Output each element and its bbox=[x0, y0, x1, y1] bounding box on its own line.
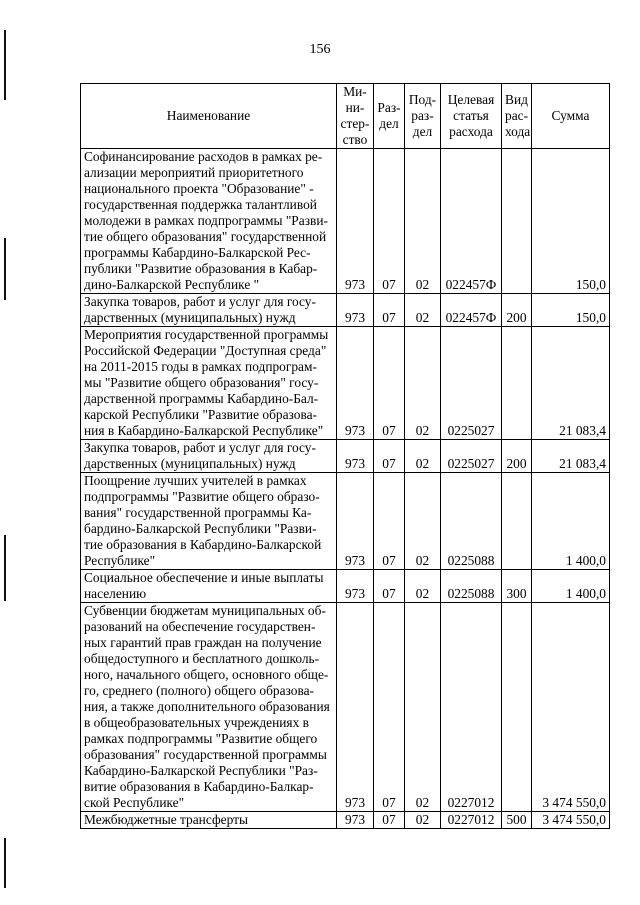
row-target: 0225027 bbox=[441, 327, 502, 440]
scan-edge-mark bbox=[4, 238, 6, 300]
row-expense-type: 200 bbox=[502, 440, 532, 473]
scan-edge-mark bbox=[4, 535, 6, 601]
row-expense-type: 200 bbox=[502, 294, 532, 327]
page-number: 156 bbox=[309, 42, 331, 57]
row-target: 0225088 bbox=[441, 570, 502, 603]
header-target: Целевая статья расхода bbox=[441, 84, 502, 149]
row-expense-type bbox=[502, 149, 532, 294]
header-subsection: Под- раз- дел bbox=[405, 84, 441, 149]
row-target: 022457Ф bbox=[441, 149, 502, 294]
header-row bbox=[81, 84, 610, 149]
row-section: 07 bbox=[374, 812, 405, 829]
header-section: Раз- дел bbox=[374, 84, 405, 149]
row-ministry: 973 bbox=[337, 294, 374, 327]
row-target: 022457Ф bbox=[441, 294, 502, 327]
row-amount: 1 400,0 bbox=[532, 570, 610, 603]
budget-table bbox=[80, 83, 610, 829]
row-subsection: 02 bbox=[405, 294, 441, 327]
row-target: 0225027 bbox=[441, 440, 502, 473]
row-subsection: 02 bbox=[405, 570, 441, 603]
table-row bbox=[81, 473, 610, 570]
row-name: Поощрение лучших учителей в рамках подпрограммы "Развитие общего образо- вания" государственной программы Ка- бардино-Балкарской Республики "Разви- тие образования в Кабардино-Балкарской Республике" bbox=[81, 473, 337, 570]
row-ministry: 973 bbox=[337, 440, 374, 473]
row-amount: 21 083,4 bbox=[532, 440, 610, 473]
row-expense-type bbox=[502, 473, 532, 570]
row-target: 0227012 bbox=[441, 812, 502, 829]
row-ministry: 973 bbox=[337, 812, 374, 829]
row-section: 07 bbox=[374, 473, 405, 570]
row-amount: 21 083,4 bbox=[532, 327, 610, 440]
row-name: Закупка товаров, работ и услуг для госу- дарственных (муниципальных) нужд bbox=[81, 440, 337, 473]
row-amount: 1 400,0 bbox=[532, 473, 610, 570]
table-row bbox=[81, 149, 610, 294]
row-subsection: 02 bbox=[405, 603, 441, 812]
row-name: Межбюджетные трансферты bbox=[81, 812, 337, 829]
row-section: 07 bbox=[374, 603, 405, 812]
row-target: 0225088 bbox=[441, 473, 502, 570]
row-ministry: 973 bbox=[337, 327, 374, 440]
row-subsection: 02 bbox=[405, 149, 441, 294]
row-amount: 150,0 bbox=[532, 294, 610, 327]
table-row bbox=[81, 294, 610, 327]
table-row bbox=[81, 327, 610, 440]
scan-edge-mark bbox=[4, 838, 6, 888]
header-ministry: Ми- ни- стер- ство bbox=[337, 84, 374, 149]
table-row bbox=[81, 440, 610, 473]
row-target: 0227012 bbox=[441, 603, 502, 812]
row-subsection: 02 bbox=[405, 473, 441, 570]
row-section: 07 bbox=[374, 440, 405, 473]
scan-edge-mark bbox=[4, 30, 6, 100]
row-subsection: 02 bbox=[405, 327, 441, 440]
row-name: Закупка товаров, работ и услуг для госу- дарственных (муниципальных) нужд bbox=[81, 294, 337, 327]
row-name: Софинансирование расходов в рамках ре- ализации мероприятий приоритетного национального проекта "Образование" - государственная поддержка талантливой молодежи в рамках подпрограммы "Разви- тие общего образования" государственной программы Кабардино-Балкарской Рес- публики "Развитие образования в Кабар- дино-Балкарской Республике " bbox=[81, 149, 337, 294]
header-amount: Сумма bbox=[532, 84, 610, 149]
row-section: 07 bbox=[374, 327, 405, 440]
row-section: 07 bbox=[374, 149, 405, 294]
header-name: Наименование bbox=[81, 84, 337, 149]
row-amount: 3 474 550,0 bbox=[532, 812, 610, 829]
row-subsection: 02 bbox=[405, 812, 441, 829]
table-row bbox=[81, 603, 610, 812]
row-section: 07 bbox=[374, 294, 405, 327]
table-row bbox=[81, 812, 610, 829]
row-expense-type bbox=[502, 603, 532, 812]
row-ministry: 973 bbox=[337, 473, 374, 570]
row-expense-type bbox=[502, 327, 532, 440]
row-amount: 3 474 550,0 bbox=[532, 603, 610, 812]
row-name: Мероприятия государственной программы Российской Федерации "Доступная среда" на 2011-2015 годы в рамках подпрограм- мы "Развитие общего образования" госу- дарственной программы Кабардино-Бал- карской Республики "Развитие образова- ния в Кабардино-Балкарской Республике" bbox=[81, 327, 337, 440]
row-ministry: 973 bbox=[337, 570, 374, 603]
table-row bbox=[81, 570, 610, 603]
row-section: 07 bbox=[374, 570, 405, 603]
row-expense-type: 500 bbox=[502, 812, 532, 829]
row-name: Субвенции бюджетам муниципальных об- разований на обеспечение государствен- ных гарантий прав граждан на получение общедоступного и бесплатного дошколь- ного, начального общего, основного обще- го, среднего (полного) общего образова- ния, а также дополнительного образования в общеобразовательных учреждениях в рамках подпрограммы "Развитие общего образования" государственной программы Кабардино-Балкарской Республики "Раз- витие образования в Кабардино-Балкар- ской Республике" bbox=[81, 603, 337, 812]
row-ministry: 973 bbox=[337, 149, 374, 294]
row-subsection: 02 bbox=[405, 440, 441, 473]
row-name: Социальное обеспечение и иные выплаты населению bbox=[81, 570, 337, 603]
row-ministry: 973 bbox=[337, 603, 374, 812]
header-expense-type: Вид рас- хода bbox=[502, 84, 532, 149]
row-amount: 150,0 bbox=[532, 149, 610, 294]
row-expense-type: 300 bbox=[502, 570, 532, 603]
